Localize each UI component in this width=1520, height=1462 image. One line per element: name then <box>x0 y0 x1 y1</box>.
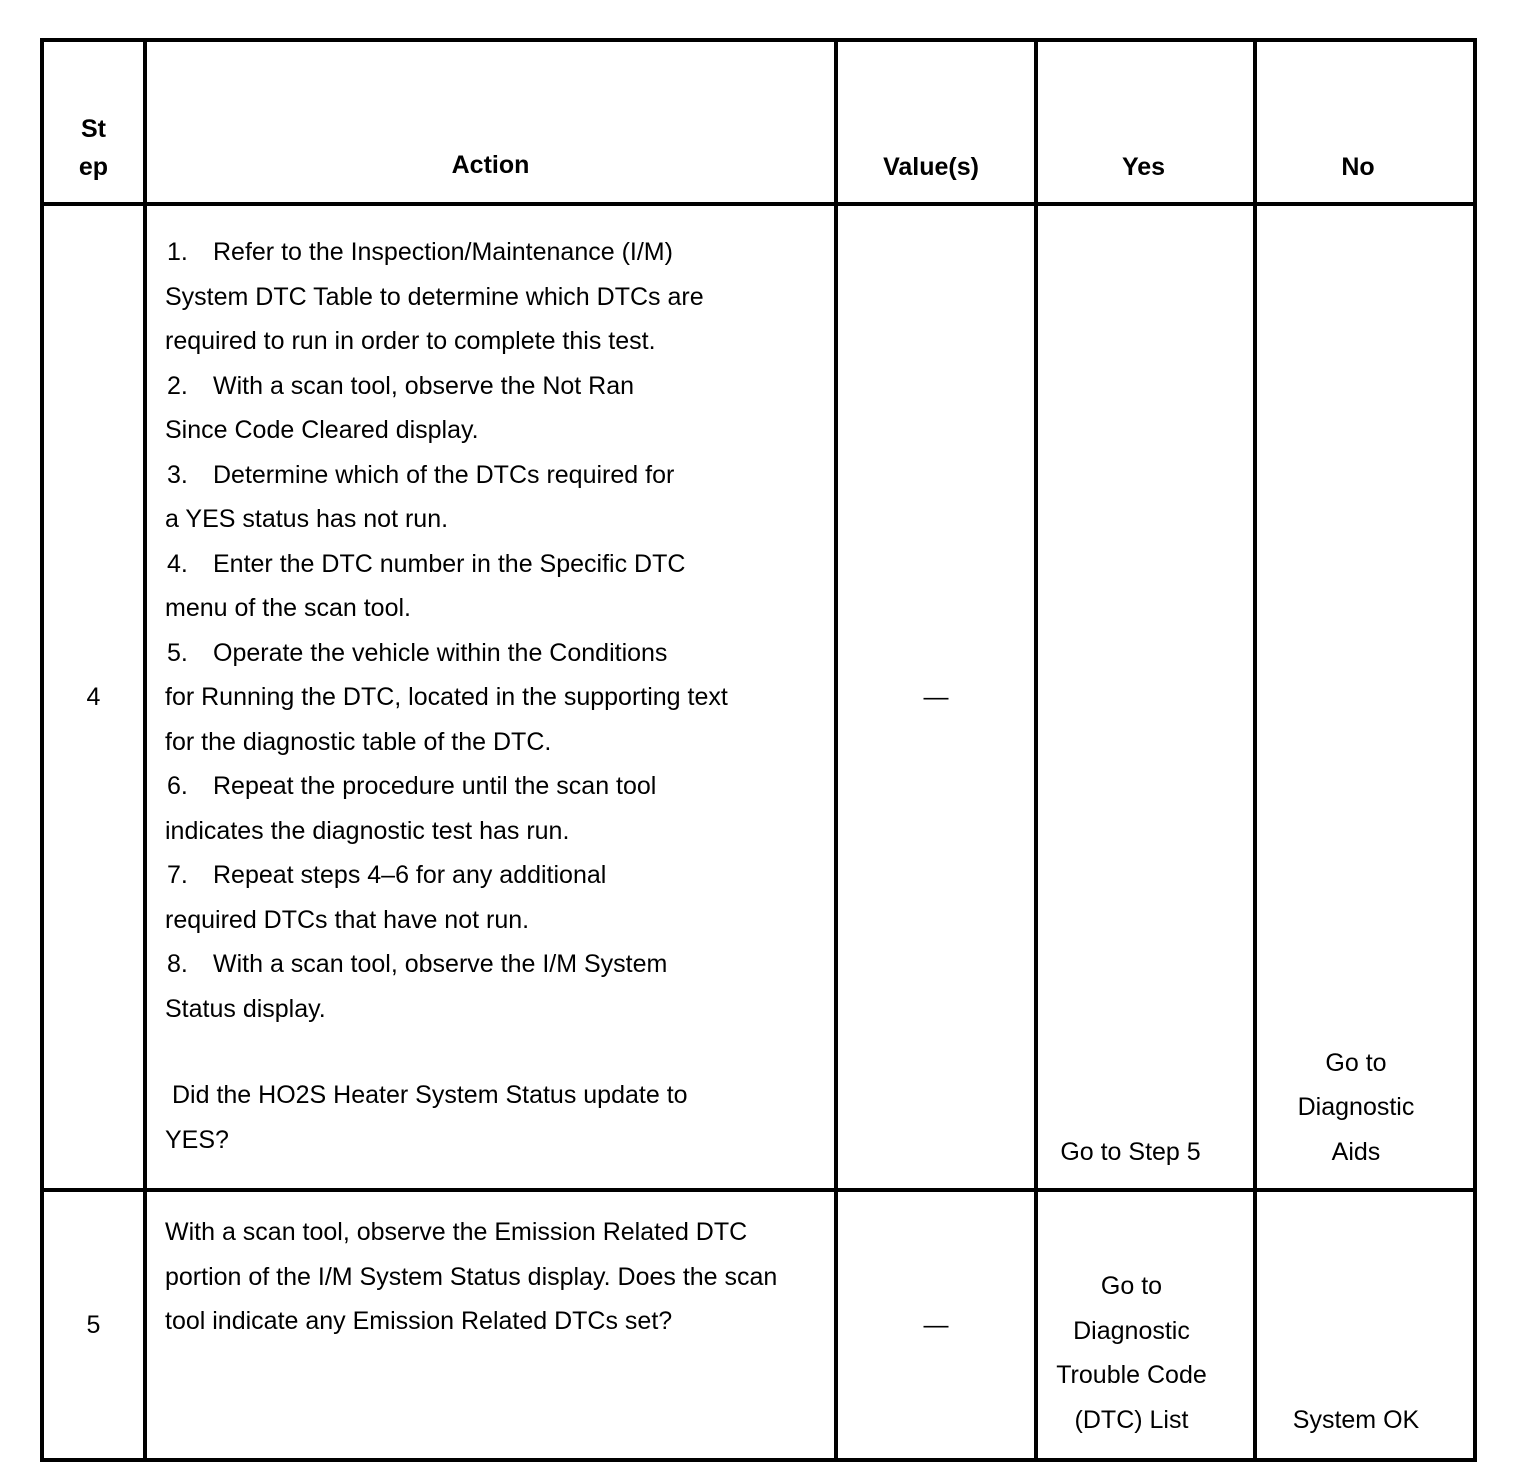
action-step-continuation: menu of the scan tool. <box>165 594 411 622</box>
action-step-text: Refer to the Inspection/Maintenance (I/M) <box>213 238 673 266</box>
action-step <box>165 631 814 765</box>
action-step-continuation: a YES status has not run. <box>165 505 449 533</box>
action-step-text: Repeat steps 4–6 for any additional <box>213 861 607 889</box>
yes-cell <box>1036 204 1255 1190</box>
header-step-label: St ep <box>78 115 109 181</box>
value-cell: — <box>836 204 1036 1190</box>
header-action-label: Action <box>451 151 530 179</box>
no-text: Go to Diagnostic Aids <box>1297 1048 1415 1166</box>
action-step-text: With a scan tool, observe the Not Ran <box>213 371 635 400</box>
action-step <box>165 364 814 453</box>
yes-text: Go to Step 5 <box>1060 1137 1201 1166</box>
action-step <box>165 942 814 1031</box>
action-step-number: 6. <box>167 772 188 800</box>
step-cell: 5 <box>42 1190 145 1460</box>
header-yes-label: Yes <box>1121 153 1166 181</box>
action-step-text: Enter the DTC number in the Specific DTC <box>213 549 686 578</box>
action-step-number: 4. <box>167 549 188 578</box>
action-cell <box>145 1190 836 1460</box>
action-step <box>165 853 814 942</box>
action-step-number: 1. <box>167 238 188 266</box>
header-values <box>836 40 1036 204</box>
action-step <box>165 230 814 364</box>
action-step-continuation: System DTC Table to determine which DTCs are required to run in order to complete this test. <box>165 282 704 355</box>
table-row <box>42 204 1475 1190</box>
step-cell: 4 <box>42 204 145 1190</box>
action-step <box>165 542 814 631</box>
yes-text: Go to Diagnostic Trouble Code (DTC) List <box>1056 1272 1207 1434</box>
action-step-text: Repeat the procedure until the scan tool <box>213 772 657 800</box>
action-text: With a scan tool, observe the Emission Related DTC portion of the I/M System Status display. Does the scan tool indicate any Emission Related DTCs set? <box>165 1218 778 1335</box>
action-step-number: 8. <box>167 950 188 978</box>
diagnostic-table <box>40 38 1477 1462</box>
action-step-number: 3. <box>167 460 188 489</box>
action-question <box>165 1073 755 1162</box>
header-action <box>145 40 836 204</box>
action-cell <box>145 204 836 1190</box>
header-yes <box>1036 40 1255 204</box>
action-question-text: Did the HO2S Heater System Status update to YES? <box>165 1081 688 1154</box>
header-no-label: No <box>1341 153 1375 181</box>
action-step-continuation: Since Code Cleared display. <box>165 416 479 444</box>
header-step <box>42 40 145 204</box>
action-step-list <box>165 230 814 1031</box>
action-step-text: Operate the vehicle within the Conditions <box>213 638 668 667</box>
header-values-label: Value(s) <box>883 153 979 181</box>
no-cell <box>1255 1190 1475 1460</box>
action-step-text: With a scan tool, observe the I/M System <box>213 950 668 978</box>
no-text: System OK <box>1292 1405 1420 1434</box>
action-step-continuation: required DTCs that have not run. <box>165 905 530 934</box>
action-step-number: 5. <box>167 638 188 667</box>
no-cell <box>1255 204 1475 1190</box>
action-step-text: Determine which of the DTCs required for <box>213 460 675 489</box>
action-step-continuation: for Running the DTC, located in the supporting text for the diagnostic table of the DTC. <box>165 683 728 756</box>
table-row <box>42 1190 1475 1460</box>
action-step <box>165 764 814 853</box>
action-step-number: 2. <box>167 371 188 400</box>
yes-cell <box>1036 1190 1255 1460</box>
action-step-number: 7. <box>167 861 188 889</box>
header-row <box>42 40 1475 204</box>
value-cell: — <box>836 1190 1036 1460</box>
action-step <box>165 453 814 542</box>
action-step-continuation: indicates the diagnostic test has run. <box>165 816 570 845</box>
header-no <box>1255 40 1475 204</box>
action-step-continuation: Status display. <box>165 994 326 1023</box>
